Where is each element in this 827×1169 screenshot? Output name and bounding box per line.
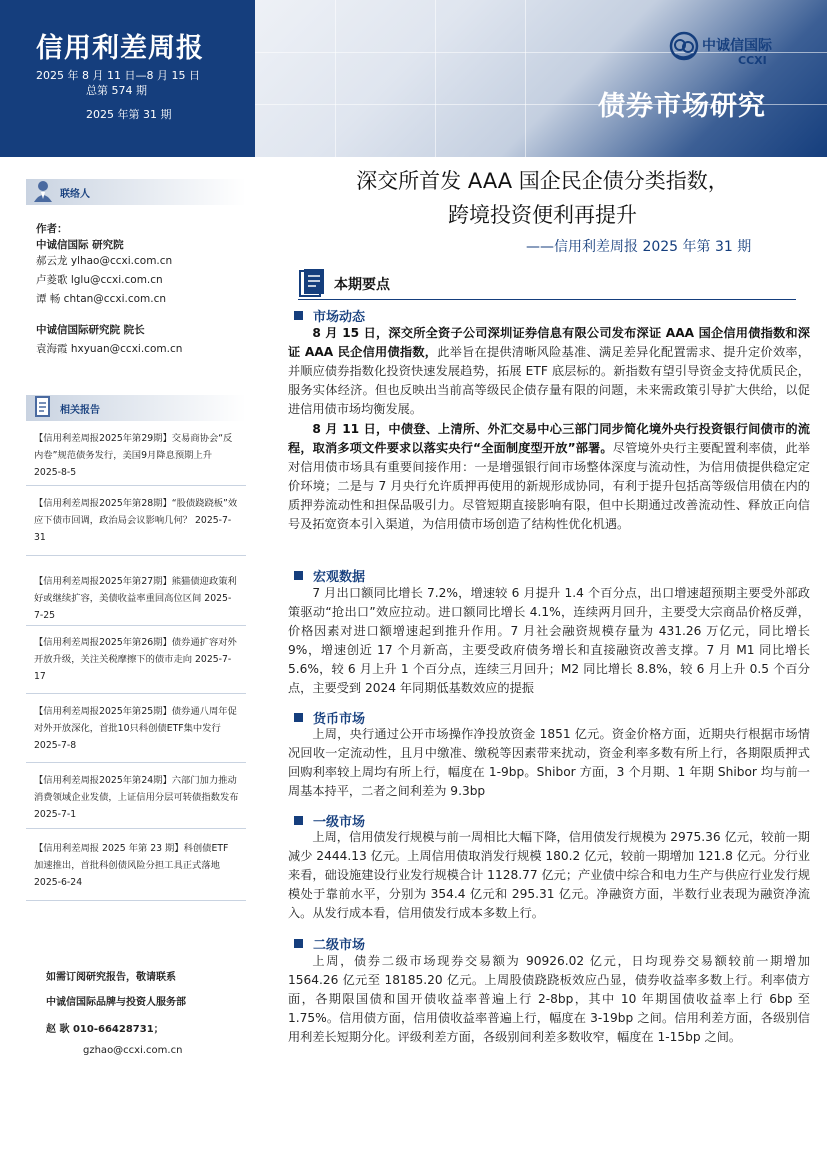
ccxi-logo-icon <box>668 30 700 62</box>
bullet-square-icon <box>294 571 303 580</box>
key-points-label: 本期要点 <box>334 277 390 293</box>
header-banner-graphic <box>255 0 827 157</box>
notes-icon <box>298 268 326 298</box>
related-divider <box>26 828 246 829</box>
logo-text-cn: 中诚信国际 <box>702 38 772 54</box>
section-heading: 二级市场 <box>294 934 365 953</box>
main-subtitle: ——信用利差周报 2025 年第 31 期 <box>526 239 752 255</box>
bullet-square-icon <box>294 939 303 948</box>
section-heading: 一级市场 <box>294 811 365 830</box>
related-report-link[interactable]: 【信用利差周报2025年第29期】交易商协会“反内卷”规范债务发行，美国9月降息预期上升 2025-8-5 <box>34 433 233 478</box>
related-divider <box>26 485 246 486</box>
related-divider <box>26 900 246 901</box>
contact-person: 赵 耿 010-66428731； <box>46 1024 164 1035</box>
service-department: 中诚信国际品牌与投资人服务部 <box>46 997 186 1008</box>
section-paragraph: 7 月出口额同比增长 7.2%，增速较 6 月提升 1.4 个百分点，出口增速超预期主要受外部政策驱动“抢出口”效应拉动。进口额同比增长 4.1%，连续两月回升，主要受大宗商品价格反弹，价格因素对进口额增速起到推升作用。7 月社会融资规模存量为 431.26 万亿元，同比增长 9%，增速创近 17 个月新高，主要受政府债务增长和直接融资改善支撑。7 月 M1 同比增长 5.6%，较 6 月上升 1 个百分点，连续三月回升；M2 同比增长 8.8%，较 6 月上升 0.5 个百分点，主要受到 2024 年同期低基数效应的提振 <box>288 586 810 696</box>
related-reports-header <box>26 395 246 421</box>
related-report-link[interactable]: 【信用利差周报2025年第27期】熊猫债迎政策利好或继续扩容，美债收益率重回高位区间 2025-7-25 <box>34 576 237 621</box>
report-total-issue: 总第 574 期 <box>86 84 147 97</box>
contact-section-label: 联络人 <box>60 189 90 200</box>
section-heading: 市场动态 <box>294 306 365 325</box>
main-title-line2: 跨境投资便利再提升 <box>448 203 637 227</box>
section-paragraph: 上周，央行通过公开市场操作净投放资金 1851 亿元。资金价格方面，近期央行根据市场情况回收一定流动性，且月中缴准、缴税等因素带来扰动，资金利率多数有所上行，各期限质押式回购利率较上周均有所上行，幅度在 1-9bp。Shibor 方面，3 个月期、1 年期 Shibor 均与前一周基本持平，二者之间利差为 9.3bp <box>288 727 810 799</box>
logo-text-en: CCXI <box>738 54 767 67</box>
related-divider <box>26 693 246 694</box>
key-points-header <box>298 268 796 300</box>
report-issue: 2025 年第 31 期 <box>86 108 172 121</box>
related-divider <box>26 762 246 763</box>
author-contact: 郝云龙 ylhao@ccxi.com.cn <box>36 255 173 267</box>
bullet-square-icon <box>294 311 303 320</box>
section-heading: 宏观数据 <box>294 566 365 585</box>
related-report-link[interactable]: 【信用利差周报 2025 年第 23 期】科创债ETF 加速推出，首批科创债风险分担工具正式落地 2025-6-24 <box>34 843 229 888</box>
contact-email[interactable]: gzhao@ccxi.com.cn <box>83 1045 183 1056</box>
report-header <box>0 0 827 157</box>
author-contact: 卢菱歌 lglu@ccxi.com.cn <box>36 274 163 286</box>
section-paragraph: 上周，债券二级市场现券交易额为 90926.02 亿元，日均现券交易额较前一期增加 1564.26 亿元至 18185.20 亿元。上周股债跷跷板效应凸显，债券收益率多数上行。利率债方面，各期限国债和国开债收益率普遍上行 2-8bp，其中 10 年期国债收益率上行 6bp 至 1.75%。信用债方面，信用债收益率普遍上行，幅度在 3-19bp 之间。信用利差方面，各级别信用利差长短期分化。评级利差方面，各级别间利差多数收窄，幅度在 1-15bp 之间。 <box>288 954 810 1045</box>
section-heading: 货币市场 <box>294 708 365 727</box>
report-date-range: 2025 年 8 月 11 日—8 月 15 日 <box>36 69 200 82</box>
related-report-link[interactable]: 【信用利差周报2025年第25期】债券通八周年促对外开放深化，首批10只科创债ETF集中发行 2025-7-8 <box>34 706 237 751</box>
related-reports-label: 相关报告 <box>60 405 100 416</box>
dean-label: 中诚信国际研究院 院长 <box>36 324 145 336</box>
header-subtitle: 债券市场研究 <box>598 91 766 122</box>
section-paragraph: 8 月 15 日，深交所全资子公司深圳证券信息有限公司发布深证 AAA 国企信用债指数和深证 AAA 民企信用债指数，此举旨在提供清晰风险基准、满足差异化配置需求、提升定价效率，并顺应债券指数化投资快速发展趋势，拓展 ETF 底层标的。新指数有望引导资金支持优质民企，服务实体经济。但也反映出当前高等级民企债存量有限的问题，未来需政策引导扩大供给，以促进信用债市场均衡发展。 <box>288 326 810 417</box>
bullet-square-icon <box>294 816 303 825</box>
related-divider <box>26 555 246 556</box>
report-title: 信用利差周报 <box>36 33 204 64</box>
section-paragraph: 上周，信用债发行规模与前一周相比大幅下降，信用债发行规模为 2975.36 亿元，较前一期减少 2444.13 亿元。上周信用债取消发行规模 180.2 亿元，较前一期增加 121.8 亿元。分行业来看，础设施建设行业发行规模合计 1128.77 亿元；产业债中综合和电力生产与供应行业发行规模处于靠前水平，分别为 354.4 亿元和 295.31 亿元。净融资方面，半数行业表现为融资净流入。从发行成本看，信用债发行成本多数上行。 <box>288 830 810 921</box>
person-icon <box>32 179 54 203</box>
ccxi-logo <box>668 30 798 70</box>
related-divider <box>26 625 246 626</box>
document-icon <box>32 395 54 419</box>
authors-label: 作者： <box>36 223 68 235</box>
related-report-link[interactable]: 【信用利差周报2025年第28期】“股债跷跷板”效应下债市回调，政治局会议影响几何？ 2025-7-31 <box>34 498 238 543</box>
subscription-note: 如需订阅研究报告，敬请联系 <box>46 972 176 983</box>
dean-contact: 袁海霞 hxyuan@ccxi.com.cn <box>36 343 183 355</box>
section-paragraph: 8 月 11 日，中债登、上清所、外汇交易中心三部门同步简化境外央行投资银行间债市的流程，取消多项文件要求以落实央行“全面制度型开放”部署。尽管境外央行主要配置利率债，此举对信用债市场具有重要间接作用：一是增强银行间市场整体深度与流动性，为信用债提供稳定定价环境；二是与 7 月央行允许质押再使用的新规形成协同，有利于提升包括高等级信用债在内的质押券流动性和担保品吸引力。尽管短期直接影响有限，但中长期通过改善流动性、释放正向信号及拓宽资本引入渠道，为信用债市场创造了结构性优化机遇。 <box>288 422 810 532</box>
main-title-line1: 深交所首发 AAA 国企民企债分类指数， <box>356 169 729 193</box>
sidebar <box>26 175 246 1075</box>
author-contact: 谭 畅 chtan@ccxi.com.cn <box>36 293 167 305</box>
related-report-link[interactable]: 【信用利差周报2025年第26期】债券通扩容对外开放升级，关注关税摩擦下的债市走向 2025-7-17 <box>34 637 237 682</box>
bullet-square-icon <box>294 713 303 722</box>
contact-section-header <box>26 179 246 205</box>
author-org: 中诚信国际 研究院 <box>36 239 124 251</box>
related-report-link[interactable]: 【信用利差周报2025年第24期】六部门加力推动消费领域企业发债，上证信用分层可转债指数发布 2025-7-1 <box>34 775 239 820</box>
